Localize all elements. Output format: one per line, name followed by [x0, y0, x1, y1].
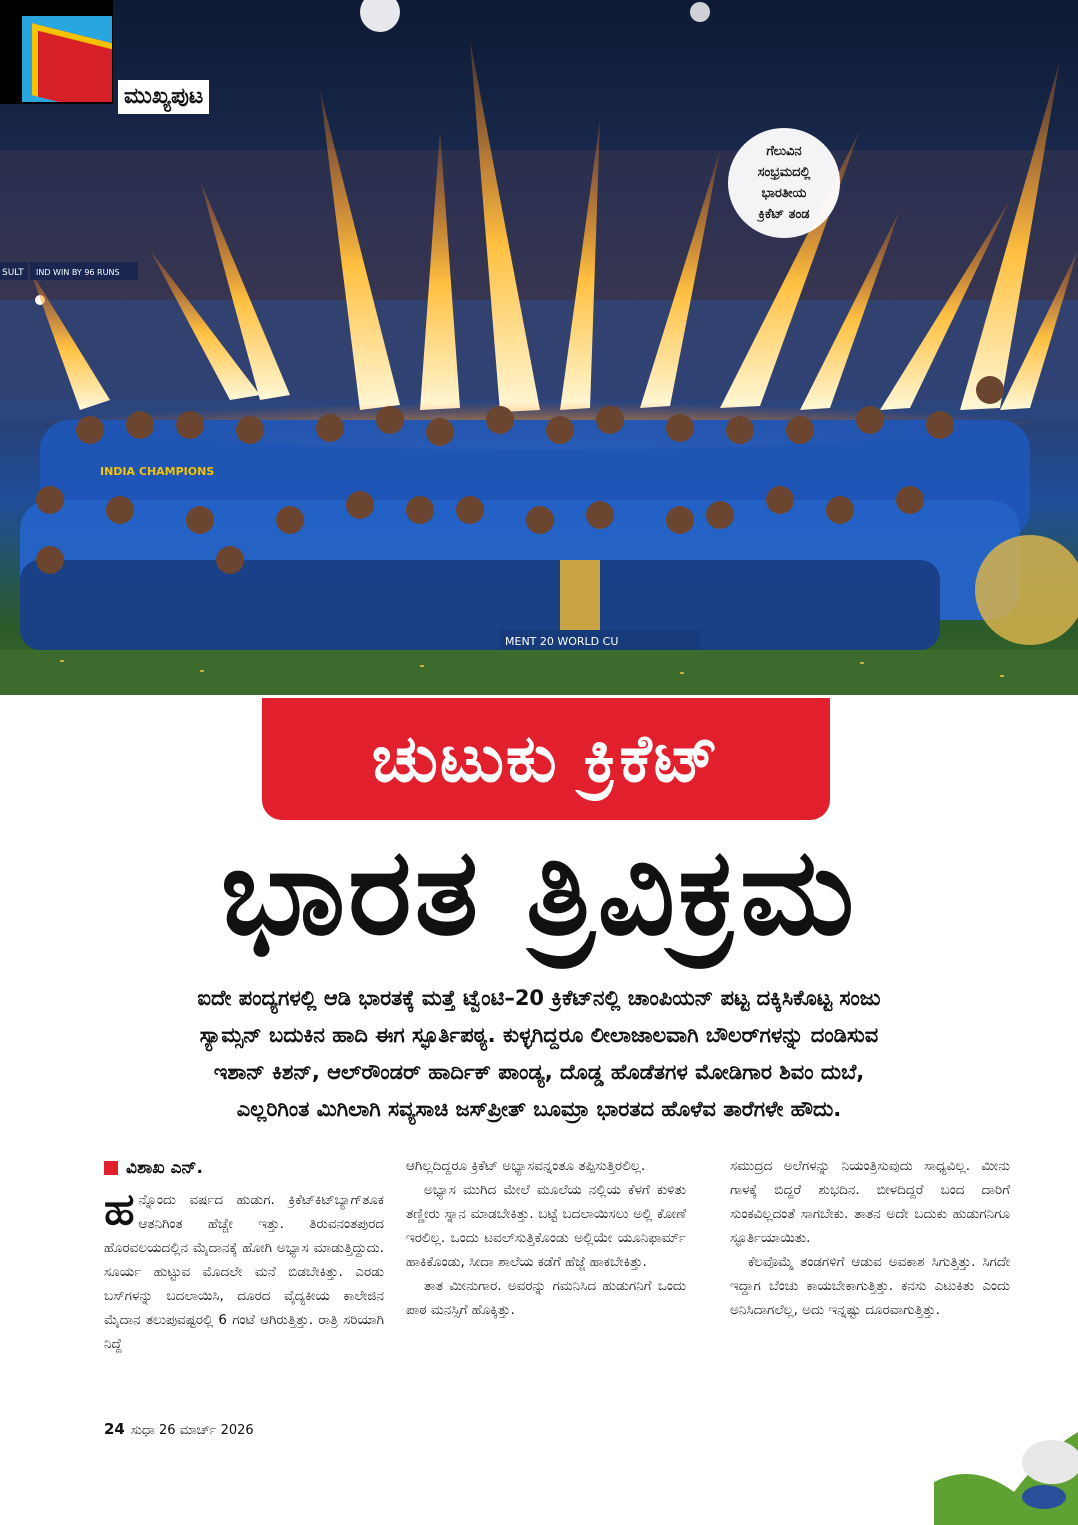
- photo-caption: ಗೆಲುವಿನ ಸಂಭ್ರಮದಲ್ಲಿ ಭಾರತೀಯ ಕ್ರಿಕೆಟ್ ತಂಡ: [728, 128, 840, 238]
- drop-cap: ಹ: [104, 1184, 135, 1235]
- result-tag: SULT: [2, 268, 24, 278]
- byline: [104, 1158, 203, 1178]
- section-label: ಮುಖ್ಯಪುಟ: [118, 80, 209, 114]
- trophy-banner: MENT 20 WORLD CU: [505, 635, 619, 648]
- jersey-text: INDIA CHAMPIONS: [100, 465, 215, 478]
- body-paragraph: ಹನ್ನೊಂದು ವರ್ಷದ ಹುಡುಗ. ಕ್ರಿಕೆಟ್‌ಕಿಟ್‌ಬ್ಯಾಗ್‌ತೂಕ ಆತನಿಗಿಂತ ಹೆಚ್ಚೇ ಇತ್ತು. ತಿರುವನಂತಪುರದ ಹೊರವಲಯದಲ್ಲಿನ ಮೈದಾನಕ್ಕೆ ಹೋಗಿ ಅಭ್ಯಾಸ ಮಾಡುತ್ತಿದ್ದುದು. ಸೂರ್ಯ ಹುಟ್ಟುವ ಮೊದಲೇ ಮನೆ ಬಿಡಬೇಕಿತ್ತು. ಎರಡು ಬಸ್‌ಗಳನ್ನು ಬದಲಾಯಿಸಿ, ದೂರದ ವೈದ್ಯಕೀಯ ಕಾಲೇಜಿನ ಮೈದಾನ ತಲುಪುವಷ್ಟರಲ್ಲಿ 6 ಗಂಟೆ ಆಗಿರುತ್ತಿತ್ತು. ರಾತ್ರಿ ಸರಿಯಾಗಿ ನಿದ್ದೆ: [104, 1184, 384, 1352]
- body-paragraph: ಸಮುದ್ರದ ಅಲೆಗಳನ್ನು ನಿಯಂತ್ರಿಸುವುದು ಸಾಧ್ಯವಿಲ್ಲ. ಮೀನು ಗಾಳಕ್ಕೆ ಬಿದ್ದರೆ ಶುಭದಿನ. ಬೀಳದಿದ್ದರೆ ಬಂದ ದಾರಿಗೆ ಸುಂಕವಿಲ್ಲದಂತೆ ಸಾಗಬೇಕು. ತಾತನ ಅದೇ ಬದುಕು ಹುಡುಗನಿಗೂ ಸ್ಫೂರ್ತಿಯಾಯಿತು.: [730, 1158, 1010, 1246]
- body-paragraph: ಅಭ್ಯಾಸ ಮುಗಿದ ಮೇಲೆ ಮೂಲೆಯ ನಲ್ಲಿಯ ಕೆಳಗೆ ಕುಳಿತು ತಣ್ಣೀರು ಸ್ನಾನ ಮಾಡಬೇಕಿತ್ತು. ಬಟ್ಟೆ ಬದಲಾಯಿಸಲು ಅಲ್ಲಿ ಕೋಣೆ ಇರಲಿಲ್ಲ. ಒಂದು ಟವಲ್‌ಸುತ್ತಿಕೊಂಡು ಅಲ್ಲಿಯೇ ಯೂನಿಫಾರ್ಮ್ ಹಾಕಿಕೊಂಡು, ಸೀದಾ ಶಾಲೆಯ ಕಡೆಗೆ ಹೆಜ್ಜೆ ಹಾಕಬೇಕಿತ್ತು.: [406, 1182, 686, 1270]
- headline: ಭಾರತ ತ್ರಿವಿಕ್ರಮ: [220, 823, 858, 962]
- body-paragraph: ಕೆಲವೊಮ್ಮೆ ತಂಡಗಳಿಗೆ ಆಡುವ ಅವಕಾಶ ಸಿಗುತ್ತಿತ್ತು. ಸಿಗದೇ ಇದ್ದಾಗ ಬೆಂಚು ಕಾಯಬೇಕಾಗುತ್ತಿತ್ತು. ಕನಸು ಎಟುಕಿತು ಎಂದು ಅನಿಸಿದಾಗಲೆಲ್ಲ, ಅದು ಇನ್ನಷ್ಟು ದೂರವಾಗುತ್ತಿತ್ತು.: [730, 1254, 1010, 1318]
- issue-date: ಸುಧಾ 26 ಮಾರ್ಚ್ 2026: [130, 1423, 254, 1438]
- deck-line: ಇಶಾನ್ ಕಿಶನ್, ಆಲ್‌ರೌಂಡರ್ ಹಾರ್ದಿಕ್ ಪಾಂಡ್ಯ, ದೊಡ್ಡ ಹೊಡೆತಗಳ ಮೋಡಿಗಾರ ಶಿವಂ ದುಬೆ,: [213, 1060, 865, 1084]
- score-banner: IND WIN BY 96 RUNS: [36, 268, 120, 277]
- deck-line: ಸ್ಯಾಮ್ಸನ್ ಬದುಕಿನ ಹಾದಿ ಈಗ ಸ್ಫೂರ್ತಿಪಠ್ಯ. ಕುಳ್ಳಗಿದ್ದರೂ ಲೀಲಾಜಾಲವಾಗಿ ಬೌಲರ್‌ಗಳನ್ನು ದಂಡಿಸುವ: [199, 1023, 879, 1047]
- body-paragraph: ತಾತ ಮೀನುಗಾರ. ಅವರನ್ನು ಗಮನಿಸಿದ ಹುಡುಗನಿಗೆ ಒಂದು ಪಾಠ ಮನಸ್ಸಿಗೆ ಹೊಕ್ಕಿತ್ತು.: [406, 1278, 686, 1318]
- body-paragraph: ಆಗಿಲ್ಲದಿದ್ದರೂ ಕ್ರಿಕೆಟ್ ಅಭ್ಯಾಸವನ್ನಂತೂ ತಪ್ಪಿಸುತ್ತಿರಲಿಲ್ಲ.: [406, 1158, 646, 1174]
- byline-square-icon: [104, 1161, 118, 1175]
- corner-decoration: [934, 1392, 1078, 1525]
- deck: [120, 980, 958, 1128]
- page-number: 24: [104, 1420, 125, 1438]
- author-name: ವಿಶಾಖ ಎನ್.: [126, 1158, 203, 1178]
- deck-line: ಐದೇ ಪಂದ್ಯಗಳಲ್ಲಿ ಆಡಿ ಭಾರತಕ್ಕೆ ಮತ್ತೆ ಟ್ವೆಂಟಿ–20 ಕ್ರಿಕೆಟ್‌ನಲ್ಲಿ ಚಾಂಪಿಯನ್ ಪಟ್ಟ ದಕ್ಕಿಸಿಕೊಟ್ಟ ಸಂಜು: [197, 986, 881, 1010]
- folio: [104, 1420, 254, 1438]
- deck-line: ಎಲ್ಲರಿಗಿಂತ ಮಿಗಿಲಾಗಿ ಸವ್ಯಸಾಚಿ ಜಸ್‌ಪ್ರೀತ್ ಬೂಮ್ರಾ ಭಾರತದ ಹೊಳೆವ ತಾರೆಗಳೇ ಹೌದು.: [236, 1097, 842, 1121]
- kicker: ಚುಟುಕು ಕ್ರಿಕೆಟ್: [262, 698, 830, 820]
- body-column-3: [730, 1154, 1010, 1322]
- body-column-2: [406, 1154, 686, 1322]
- body-column-1: [104, 1184, 384, 1356]
- magazine-logo-icon: [0, 0, 113, 104]
